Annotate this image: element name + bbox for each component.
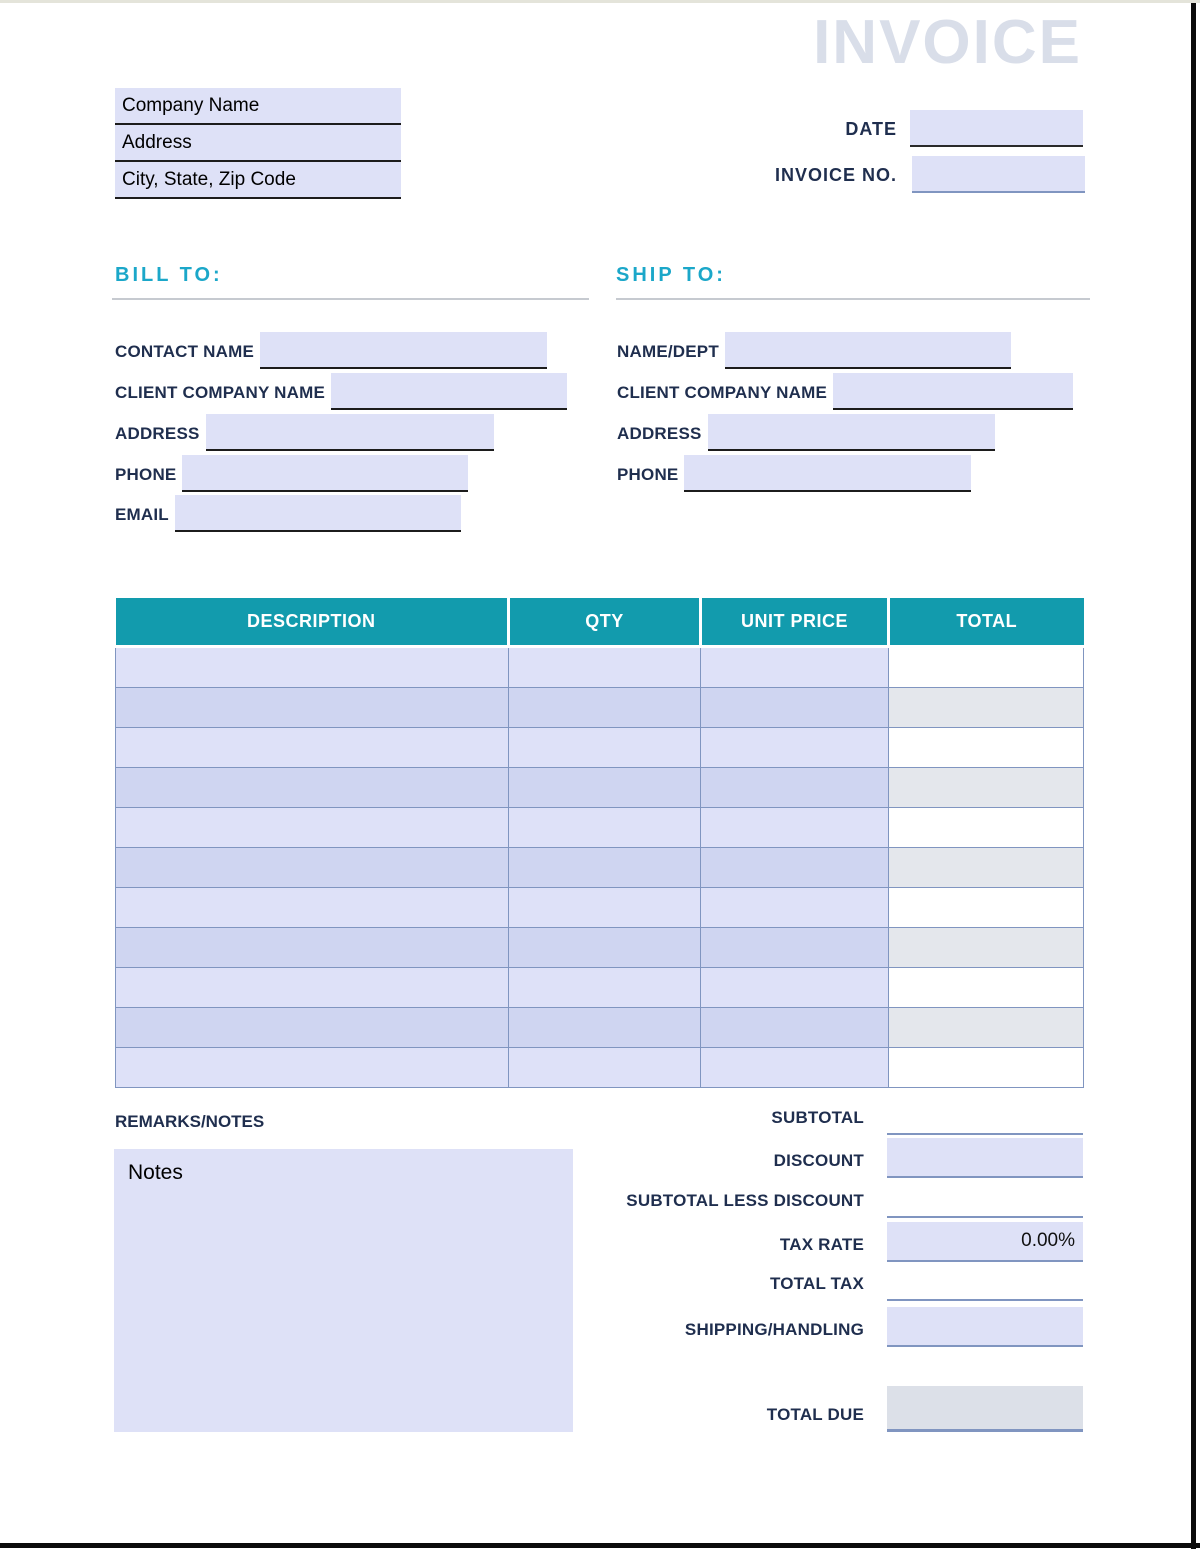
items-table-body (116, 647, 1084, 1088)
shipping-handling-field[interactable] (887, 1307, 1083, 1347)
ship-phone-label: PHONE (617, 465, 679, 484)
bill-to-rule (112, 298, 589, 300)
total-header: TOTAL (889, 598, 1084, 647)
item-cell[interactable] (701, 1048, 889, 1088)
total-due-row (560, 1386, 1083, 1432)
qty-header: QTY (509, 598, 701, 647)
ship-to-row (617, 332, 1011, 369)
company-name-field[interactable]: Company Name (115, 88, 401, 125)
ship-to-heading: SHIP TO: (616, 264, 726, 286)
item-cell[interactable] (701, 688, 889, 728)
date-label: DATE (845, 119, 897, 139)
bill-to-row (115, 455, 468, 492)
discount-field[interactable] (887, 1138, 1083, 1178)
item-cell[interactable] (509, 848, 701, 888)
ship-phone-field[interactable] (684, 455, 971, 492)
total-tax-field[interactable] (887, 1273, 1083, 1301)
tax-rate-field[interactable]: 0.00% (887, 1222, 1083, 1262)
item-cell[interactable] (116, 728, 509, 768)
items-table (115, 598, 1084, 1088)
description-header: DESCRIPTION (116, 598, 509, 647)
ship-name-dept-label: NAME/DEPT (617, 342, 719, 361)
company-city-state-zip-field[interactable]: City, State, Zip Code (115, 162, 401, 199)
item-cell[interactable] (116, 848, 509, 888)
date-field[interactable] (910, 110, 1083, 147)
unit-price-header: UNIT PRICE (701, 598, 889, 647)
page-edge-top (0, 0, 1200, 3)
item-cell[interactable] (889, 808, 1084, 848)
subtotal-field[interactable] (887, 1107, 1083, 1135)
bill-to-heading: BILL TO: (115, 264, 223, 286)
item-row (116, 728, 1084, 768)
ship-to-row (617, 414, 995, 451)
page-edge-right (1191, 3, 1196, 1549)
ship-address-field[interactable] (708, 414, 995, 451)
item-cell[interactable] (116, 968, 509, 1008)
ship-address-label: ADDRESS (617, 424, 702, 443)
total-tax-label: TOTAL TAX (769, 1274, 864, 1293)
item-cell[interactable] (701, 888, 889, 928)
page-edge-bottom (0, 1543, 1200, 1548)
bill-client-company-label: CLIENT COMPANY NAME (115, 383, 326, 402)
item-cell[interactable] (509, 888, 701, 928)
tax-rate-row (560, 1222, 1083, 1262)
item-cell[interactable] (889, 728, 1084, 768)
total-tax-row (560, 1273, 1083, 1301)
item-cell[interactable] (889, 928, 1084, 968)
item-cell[interactable] (889, 647, 1084, 688)
item-cell[interactable] (889, 888, 1084, 928)
item-cell[interactable] (701, 848, 889, 888)
bill-email-label: EMAIL (115, 505, 169, 524)
item-row (116, 1008, 1084, 1048)
items-header-row (116, 598, 1084, 647)
item-cell[interactable] (116, 808, 509, 848)
item-cell[interactable] (116, 928, 509, 968)
item-cell[interactable] (701, 728, 889, 768)
ship-client-company-label: CLIENT COMPANY NAME (617, 383, 828, 402)
item-cell[interactable] (116, 888, 509, 928)
item-cell[interactable] (889, 968, 1084, 1008)
item-cell[interactable] (509, 968, 701, 1008)
item-cell[interactable] (889, 1048, 1084, 1088)
bill-address-label: ADDRESS (115, 424, 200, 443)
shipping-handling-row (560, 1307, 1083, 1347)
contact-name-label: CONTACT NAME (115, 342, 255, 361)
item-cell[interactable] (701, 968, 889, 1008)
item-row (116, 768, 1084, 808)
notes-box[interactable]: Notes (114, 1149, 573, 1432)
item-row (116, 968, 1084, 1008)
ship-client-company-field[interactable] (833, 373, 1073, 410)
invoice-no-label: INVOICE NO. (774, 165, 897, 185)
item-row (116, 848, 1084, 888)
ship-to-row (617, 373, 1073, 410)
item-cell[interactable] (509, 928, 701, 968)
item-cell[interactable] (701, 928, 889, 968)
discount-row (560, 1138, 1083, 1178)
item-cell[interactable] (116, 768, 509, 808)
bill-email-field[interactable] (175, 495, 461, 532)
total-due-label: TOTAL DUE (766, 1405, 864, 1424)
tax-rate-label: TAX RATE (779, 1235, 864, 1254)
item-row (116, 888, 1084, 928)
subtotal-less-discount-row (560, 1190, 1083, 1218)
bill-client-company-field[interactable] (331, 373, 567, 410)
item-cell[interactable] (889, 1008, 1084, 1048)
bill-phone-field[interactable] (182, 455, 468, 492)
item-row (116, 928, 1084, 968)
bill-address-field[interactable] (206, 414, 494, 451)
item-row (116, 688, 1084, 728)
item-cell[interactable] (509, 647, 701, 688)
item-cell[interactable] (509, 1008, 701, 1048)
shipping-handling-label: SHIPPING/HANDLING (684, 1320, 864, 1339)
item-cell[interactable] (509, 808, 701, 848)
subtotal-less-discount-field[interactable] (887, 1190, 1083, 1218)
total-due-field[interactable] (887, 1386, 1083, 1432)
item-cell[interactable] (509, 1048, 701, 1088)
item-cell[interactable] (889, 768, 1084, 808)
item-cell[interactable] (509, 688, 701, 728)
item-cell[interactable] (701, 768, 889, 808)
item-cell[interactable] (116, 1008, 509, 1048)
ship-to-rule (616, 298, 1090, 300)
item-cell[interactable] (889, 688, 1084, 728)
bill-phone-label: PHONE (115, 465, 177, 484)
page-title: INVOICE (813, 8, 1082, 77)
item-cell[interactable] (889, 848, 1084, 888)
contact-name-field[interactable] (260, 332, 547, 369)
discount-label: DISCOUNT (773, 1151, 864, 1170)
item-cell[interactable] (116, 647, 509, 688)
bill-to-row (115, 414, 494, 451)
item-cell[interactable] (509, 728, 701, 768)
item-row (116, 647, 1084, 688)
item-cell[interactable] (509, 768, 701, 808)
subtotal-row (560, 1107, 1083, 1135)
subtotal-less-discount-label: SUBTOTAL LESS DISCOUNT (626, 1191, 864, 1210)
invoice-no-field[interactable] (912, 156, 1085, 193)
remarks-notes-label: REMARKS/NOTES (115, 1112, 265, 1131)
ship-name-dept-field[interactable] (725, 332, 1011, 369)
bill-to-row (115, 332, 547, 369)
bill-to-row (115, 495, 461, 532)
subtotal-label: SUBTOTAL (771, 1108, 864, 1127)
item-cell[interactable] (701, 647, 889, 688)
bill-to-row (115, 373, 567, 410)
item-cell[interactable] (701, 1008, 889, 1048)
item-row (116, 1048, 1084, 1088)
item-cell[interactable] (116, 688, 509, 728)
item-cell[interactable] (116, 1048, 509, 1088)
item-row (116, 808, 1084, 848)
ship-to-row (617, 455, 971, 492)
company-address-field[interactable]: Address (115, 125, 401, 162)
item-cell[interactable] (701, 808, 889, 848)
